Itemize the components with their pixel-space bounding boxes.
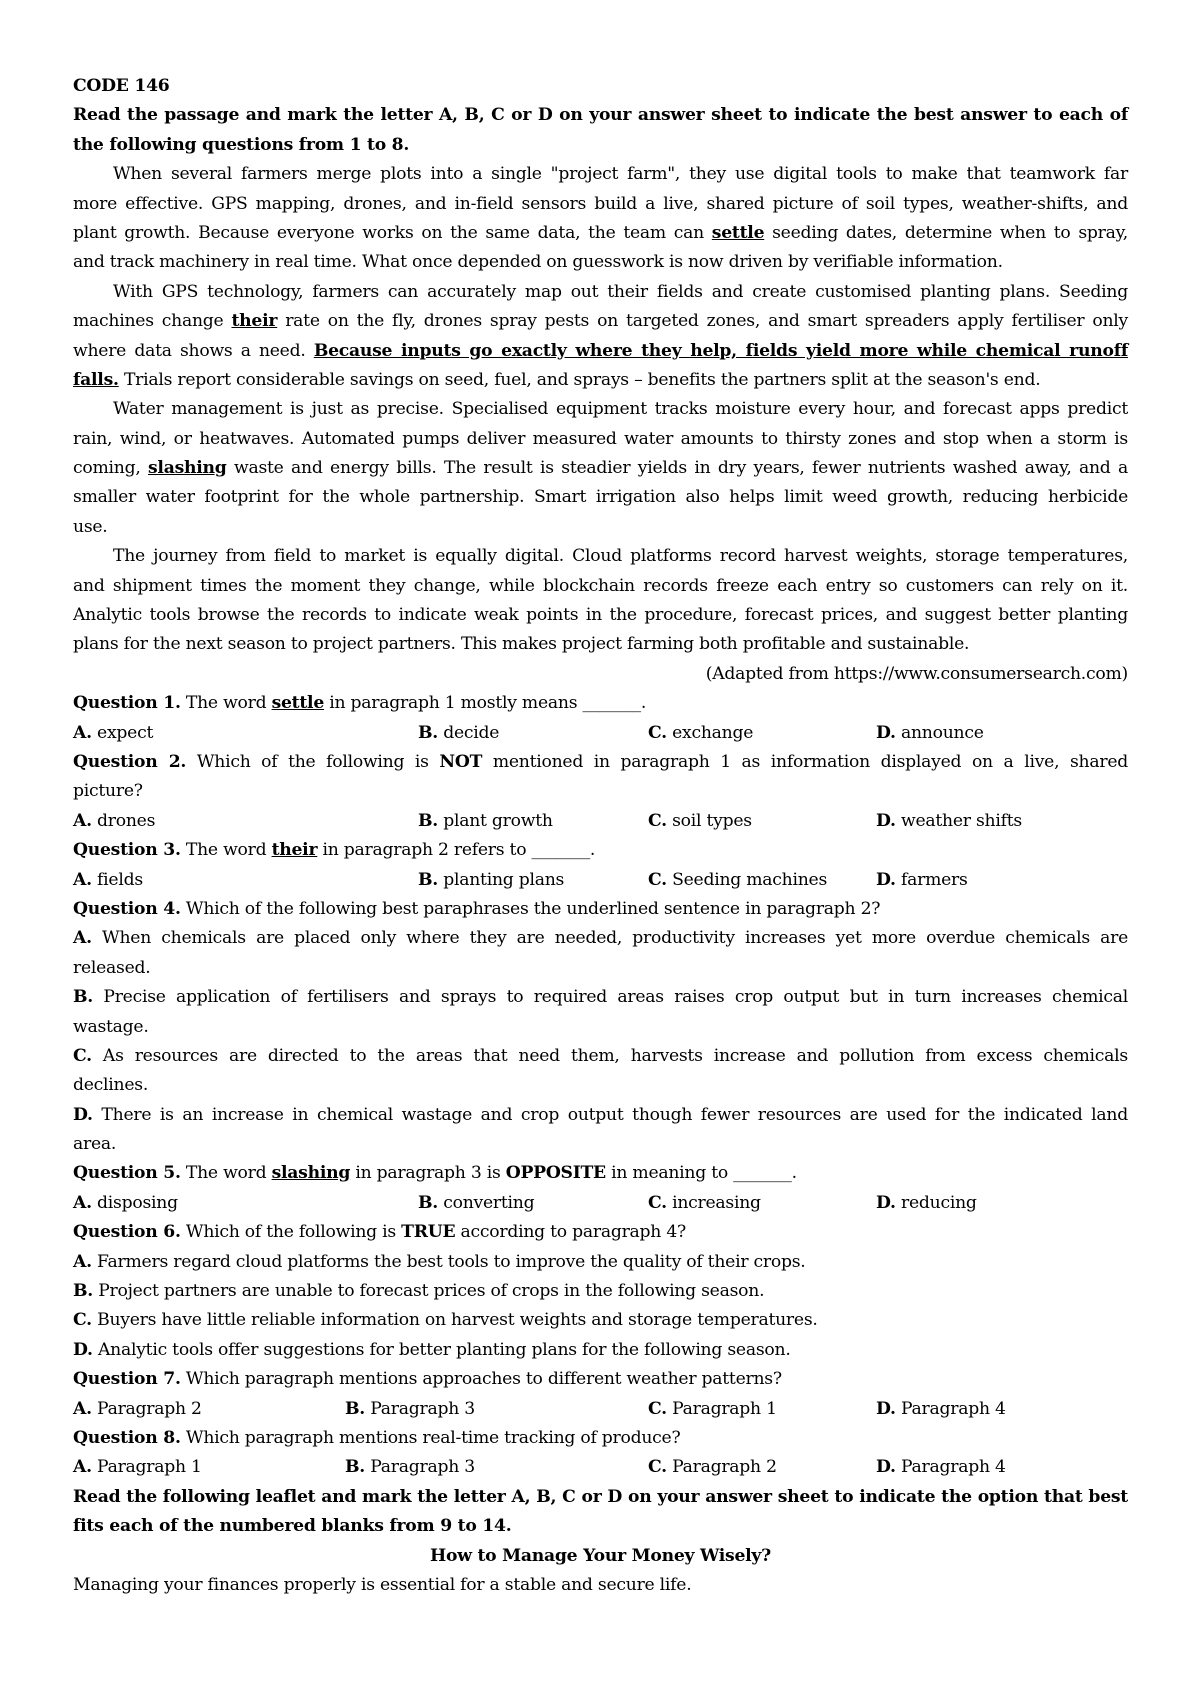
passage-p4-line-4: plans for the next season to project partners. This makes project farming both profitable and sustainable. [73, 634, 970, 655]
question-7-options [73, 1395, 1128, 1424]
question-2: Question 2. Which of the following is NOT mentioned in paragraph 1 as information displayed on a live, shared [73, 751, 1129, 772]
passage-p3-line-2: rain, wind, or heatwaves. Automated pumps deliver measured water amounts to thirsty zones and stop when a storm is [73, 428, 1128, 449]
underlined-sentence: Because inputs go exactly where they help, fields yield more while chemical runoff [313, 340, 1128, 361]
option-a[interactable]: A. expect [73, 722, 154, 743]
option-a-continued: released. [73, 957, 151, 978]
passage-p4-line-2: and shipment times the moment they change, while blockchain records freeze each entry so customers can rely on it. [73, 575, 1128, 596]
instructions-leaflet-line-1: Read the following leaflet and mark the letter A, B, C or D on your answer sheet to indicate the option that best [73, 1486, 1128, 1507]
question-2-continued: picture? [73, 781, 143, 802]
question-5-options [73, 1189, 1128, 1218]
option-a[interactable]: A. disposing [73, 1192, 178, 1213]
passage-p1-line-1: When several farmers merge plots into a single "project farm", they use digital tools to make that teamwork far [113, 164, 1128, 185]
instructions-reading-line-1: Read the passage and mark the letter A, B, C or D on your answer sheet to indicate the best answer to each of [73, 105, 1128, 126]
passage-p1-line-3: plant growth. Because everyone works on the same data, the team can settle seeding dates, determine when to spray, [73, 222, 1128, 243]
option-b[interactable]: B. Project partners are unable to forecast prices of crops in the following season. [73, 1281, 765, 1302]
question-7: Question 7. Which paragraph mentions approaches to different weather patterns? [73, 1369, 782, 1390]
question-6: Question 6. Which of the following is TRUE according to paragraph 4? [73, 1222, 686, 1243]
passage-p4-line-1: The journey from field to market is equally digital. Cloud platforms record harvest weights, storage temperatures, [113, 546, 1128, 567]
option-b-continued: wastage. [73, 1016, 149, 1037]
option-c[interactable]: C. Buyers have little reliable information on harvest weights and storage temperatures. [73, 1310, 818, 1331]
option-d[interactable]: D. reducing [876, 1192, 977, 1213]
passage-p2-line-3: where data shows a need. Because inputs go exactly where they help, fields yield more while chemical runoff [73, 340, 1128, 361]
option-a[interactable]: A. fields [73, 869, 143, 890]
question-3-options [73, 866, 1128, 895]
option-b[interactable]: B. Paragraph 3 [345, 1457, 475, 1478]
option-d[interactable]: D. Analytic tools offer suggestions for better planting plans for the following season. [73, 1339, 791, 1360]
leaflet-intro: Managing your finances properly is essential for a stable and secure life. [73, 1574, 692, 1595]
passage-p3-line-1: Water management is just as precise. Specialised equipment tracks moisture every hour, and forecast apps predict [113, 399, 1128, 420]
question-5: Question 5. The word slashing in paragraph 3 is OPPOSITE in meaning to _______. [73, 1163, 797, 1184]
option-d[interactable]: D. weather shifts [876, 810, 1022, 831]
question-8-options [73, 1453, 1128, 1482]
option-d[interactable]: D. Paragraph 4 [876, 1457, 1006, 1478]
option-a[interactable]: A. drones [73, 810, 156, 831]
option-d[interactable]: D. There is an increase in chemical wastage and crop output though fewer resources are used for the indicated land [73, 1104, 1128, 1125]
word-settle: settle [711, 222, 765, 243]
exam-code: CODE 146 [73, 76, 170, 96]
option-c[interactable]: C. Paragraph 1 [648, 1398, 777, 1419]
option-c[interactable]: C. soil types [648, 810, 752, 831]
question-1: Question 1. The word settle in paragraph 1 mostly means _______. [73, 693, 647, 714]
passage-p4-line-3: Analytic tools browse the records to indicate weak points in the procedure, forecast prices, and suggest better planting [73, 605, 1128, 626]
option-c[interactable]: C. Seeding machines [648, 869, 828, 890]
instructions-leaflet-line-2: fits each of the numbered blanks from 9 to 14. [73, 1516, 512, 1537]
question-4: Question 4. Which of the following best paraphrases the underlined sentence in paragraph 2? [73, 898, 881, 919]
option-b[interactable]: B. planting plans [418, 869, 565, 890]
option-b[interactable]: B. plant growth [418, 810, 553, 831]
option-d-continued: area. [73, 1134, 117, 1155]
underlined-sentence-end: falls. [73, 369, 119, 390]
option-c[interactable]: C. Paragraph 2 [648, 1457, 777, 1478]
option-c[interactable]: C. increasing [648, 1192, 761, 1213]
option-b[interactable]: B. decide [418, 722, 500, 743]
option-a[interactable]: A. Paragraph 2 [73, 1398, 202, 1419]
passage-p2-line-1: With GPS technology, farmers can accurately map out their fields and create customised planting plans. Seeding [113, 281, 1128, 302]
passage-p2-line-2: machines change their rate on the fly, drones spray pests on targeted zones, and smart spreaders apply fertiliser only [73, 311, 1128, 332]
question-8: Question 8. Which paragraph mentions real-time tracking of produce? [73, 1427, 681, 1448]
question-3: Question 3. The word their in paragraph 2 refers to _______. [73, 840, 596, 861]
option-a[interactable]: A. Farmers regard cloud platforms the best tools to improve the quality of their crops. [73, 1251, 806, 1272]
passage-p1-line-2: more effective. GPS mapping, drones, and in-field sensors build a live, shared picture of soil types, weather-shifts, and [73, 193, 1128, 214]
option-c[interactable]: C. As resources are directed to the areas that need them, harvests increase and pollution from excess chemicals [73, 1045, 1128, 1066]
leaflet-title: How to Manage Your Money Wisely? [430, 1545, 771, 1566]
option-d[interactable]: D. farmers [876, 869, 968, 890]
option-c-continued: declines. [73, 1075, 149, 1096]
option-b[interactable]: B. Paragraph 3 [345, 1398, 475, 1419]
option-a[interactable]: A. Paragraph 1 [73, 1457, 202, 1478]
option-a[interactable]: A. When chemicals are placed only where they are needed, productivity increases yet more overdue chemicals are [73, 928, 1128, 949]
passage-p3-line-5: use. [73, 516, 108, 537]
word-slashing: slashing [148, 458, 227, 479]
word-their: their [231, 311, 278, 332]
exam-page [73, 72, 1128, 1600]
option-d[interactable]: D. announce [876, 722, 984, 743]
passage-p2-line-4: falls. Trials report considerable savings on seed, fuel, and sprays – benefits the partners split at the season's end. [73, 369, 1041, 390]
option-d[interactable]: D. Paragraph 4 [876, 1398, 1006, 1419]
question-1-options [73, 719, 1128, 748]
passage-source: (Adapted from https://www.consumersearch.com) [705, 663, 1128, 684]
option-b[interactable]: B. converting [418, 1192, 535, 1213]
question-2-options [73, 807, 1128, 836]
passage-p1-line-4: and track machinery in real time. What once depended on guesswork is now driven by verifiable information. [73, 252, 1003, 273]
passage-p3-line-4: smaller water footprint for the whole partnership. Smart irrigation also helps limit weed growth, reducing herbicide [73, 487, 1128, 508]
passage-p3-line-3: coming, slashing waste and energy bills. The result is steadier yields in dry years, fewer nutrients washed away, and a [73, 458, 1128, 479]
instructions-reading-line-2: the following questions from 1 to 8. [73, 134, 410, 155]
option-b[interactable]: B. Precise application of fertilisers and sprays to required areas raises crop output but in turn increases chemical [73, 987, 1128, 1008]
option-c[interactable]: C. exchange [648, 722, 754, 743]
